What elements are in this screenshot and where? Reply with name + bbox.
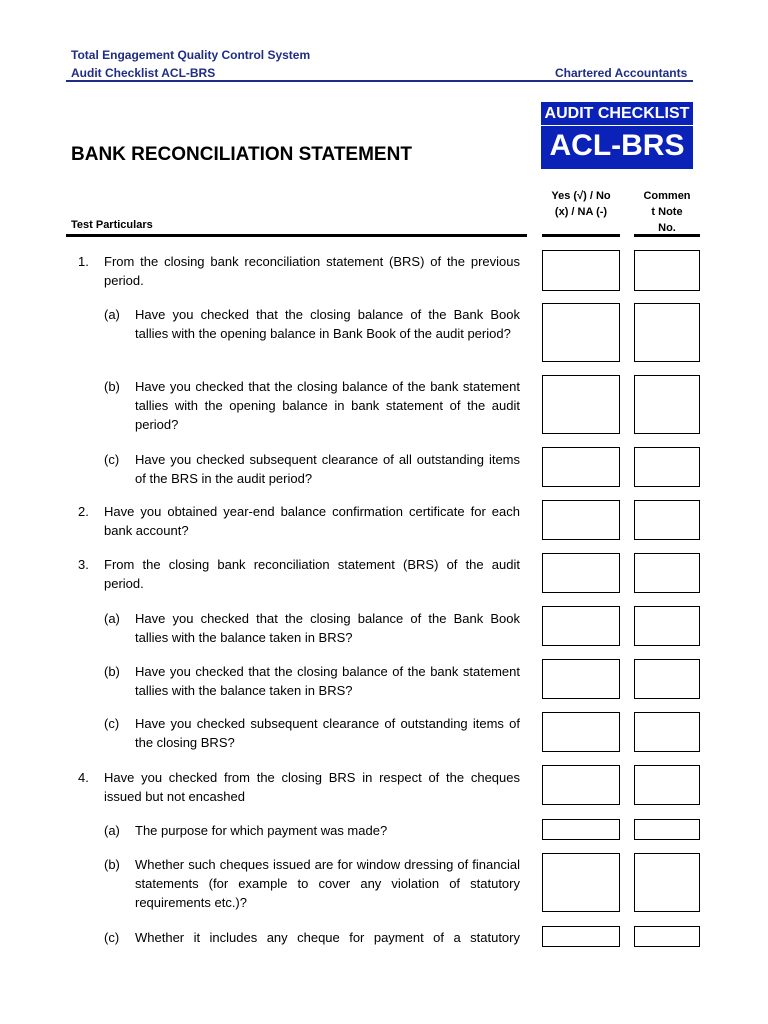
comment-header-line3: No. [658, 222, 676, 234]
sub-item-label: (b) [104, 664, 120, 679]
item-text: Have you checked that the closing balance of the bank statement tallies with the opening balance in bank statement of the audit period? [135, 379, 520, 432]
item-text: From the closing bank reconciliation statement (BRS) of the previous period. [104, 254, 520, 288]
header-rule [66, 80, 693, 82]
yes-no-answer-box[interactable] [542, 606, 620, 646]
yes-no-answer-box[interactable] [542, 819, 620, 840]
item-text: Have you obtained year-end balance confirmation certificate for each bank account? [104, 504, 520, 538]
yes-no-answer-box[interactable] [542, 500, 620, 540]
comment-note-box[interactable] [634, 712, 700, 752]
comment-column-header [634, 188, 700, 236]
comment-note-box[interactable] [634, 250, 700, 291]
badge-code: ACL-BRS [549, 129, 685, 162]
item-text: Have you checked from the closing BRS in respect of the cheques issued but not encashed [104, 770, 520, 804]
checklist-badge [541, 102, 693, 169]
item-number: 3. [78, 557, 89, 572]
test-particulars-label: Test Particulars [71, 219, 153, 231]
comment-header-line1: Commen [643, 190, 691, 202]
yes-no-answer-box[interactable] [542, 926, 620, 947]
sub-item-label: (c) [104, 716, 120, 731]
yes-no-column-rule [542, 234, 620, 237]
yes-no-answer-box[interactable] [542, 659, 620, 699]
badge-label: AUDIT CHECKLIST [541, 102, 693, 126]
item-number: 2. [78, 504, 89, 519]
yes-no-column-header [542, 188, 620, 220]
system-name: Total Engagement Quality Control System [71, 48, 311, 62]
item-text: The purpose for which payment was made? [135, 823, 388, 838]
sub-item-label: (a) [104, 611, 120, 626]
item-text: From the closing bank reconciliation statement (BRS) of the audit period. [104, 557, 520, 591]
sub-item-label: (c) [104, 452, 120, 467]
sub-item-label: (b) [104, 857, 120, 872]
comment-note-box[interactable] [634, 447, 700, 487]
comment-note-box[interactable] [634, 926, 700, 947]
comment-note-box[interactable] [634, 853, 700, 912]
comment-note-box[interactable] [634, 303, 700, 362]
item-text: Have you checked that the closing balance of the Bank Book tallies with the balance taken in BRS? [135, 611, 520, 645]
comment-note-box[interactable] [634, 553, 700, 593]
comment-note-box[interactable] [634, 659, 700, 699]
comment-column-rule [634, 234, 700, 237]
item-text: Have you checked subsequent clearance of outstanding items of the closing BRS? [135, 716, 520, 750]
yes-no-answer-box[interactable] [542, 250, 620, 291]
particulars-rule [66, 234, 527, 237]
sub-item-label: (a) [104, 307, 120, 322]
comment-note-box[interactable] [634, 500, 700, 540]
comment-note-box[interactable] [634, 765, 700, 805]
yes-no-header-line1: Yes (√) / No [551, 190, 611, 202]
yes-no-answer-box[interactable] [542, 447, 620, 487]
yes-no-answer-box[interactable] [542, 765, 620, 805]
checklist-reference: Audit Checklist ACL-BRS [71, 66, 216, 80]
comment-header-line2: t Note [651, 206, 683, 218]
page-title: BANK RECONCILIATION STATEMENT [71, 144, 412, 165]
item-text: Have you checked subsequent clearance of all outstanding items of the BRS in the audit period? [135, 452, 520, 486]
item-number: 1. [78, 254, 89, 269]
yes-no-header-line2: (x) / NA (-) [554, 206, 608, 218]
sub-item-label: (b) [104, 379, 120, 394]
yes-no-answer-box[interactable] [542, 853, 620, 912]
comment-note-box[interactable] [634, 819, 700, 840]
item-text: Whether such cheques issued are for window dressing of financial statements (for example to cover any violation of statutory requirements etc.)? [135, 857, 520, 910]
comment-note-box[interactable] [634, 606, 700, 646]
comment-note-box[interactable] [634, 375, 700, 434]
item-text: Whether it includes any cheque for payment of a statutory [135, 930, 520, 945]
sub-item-label: (a) [104, 823, 120, 838]
yes-no-answer-box[interactable] [542, 553, 620, 593]
item-text: Have you checked that the closing balance of the Bank Book tallies with the opening balance in Bank Book of the audit period? [135, 307, 520, 341]
yes-no-answer-box[interactable] [542, 375, 620, 434]
item-text: Have you checked that the closing balance of the bank statement tallies with the balance taken in BRS? [135, 664, 520, 698]
yes-no-answer-box[interactable] [542, 712, 620, 752]
firm-label: Chartered Accountants [555, 66, 688, 80]
yes-no-answer-box[interactable] [542, 303, 620, 362]
item-number: 4. [78, 770, 89, 785]
sub-item-label: (c) [104, 930, 120, 945]
